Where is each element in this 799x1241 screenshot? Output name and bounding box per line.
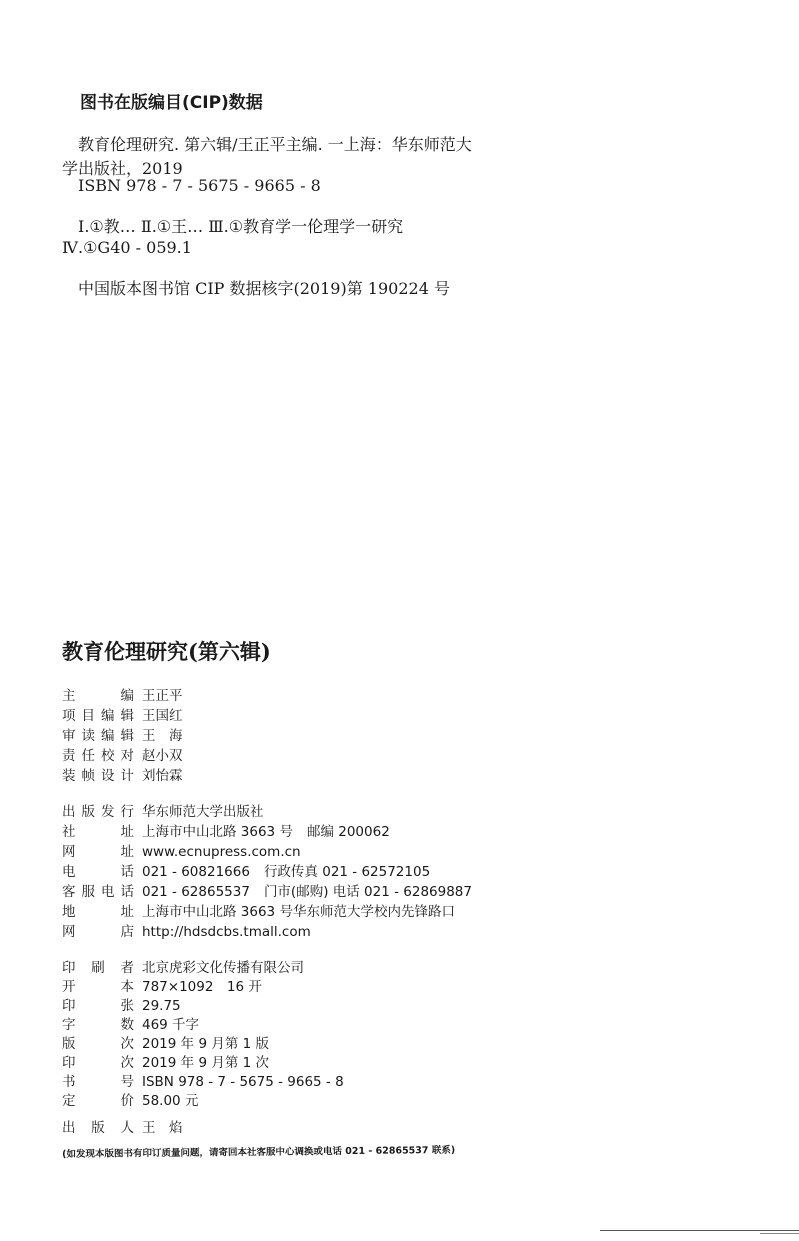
publisher-value: 上海市中山北路 3663 号 — [142, 824, 293, 840]
editor-value: 王正平 — [142, 688, 183, 704]
editor-row — [62, 704, 183, 724]
publisher-label: 客服电话 — [62, 884, 134, 900]
cip-line-6: 中国版本图书馆 CIP 数据核字(2019)第 190224 号 — [78, 279, 450, 298]
publisher-label: 电 话 — [62, 864, 134, 880]
editor-value: 王国红 — [142, 708, 183, 724]
print-label: 版 次 — [62, 1036, 134, 1052]
publisher-label: 地 址 — [62, 904, 134, 920]
book-title: 教育伦理研究(第六辑) — [62, 639, 271, 664]
publisher-label: 出版发行 — [62, 804, 134, 820]
editor-row — [62, 744, 183, 764]
cip-line-3: ISBN 978 - 7 - 5675 - 9665 - 8 — [78, 176, 321, 195]
publisher-extra: 行政传真 021 - 62572105 — [263, 864, 431, 880]
publisher-value: http://hdsdcbs.tmall.com — [142, 924, 311, 940]
print-row — [62, 1051, 269, 1071]
publisher-row — [62, 820, 390, 840]
cip-line-5: Ⅳ.①G40 - 059.1 — [62, 238, 192, 257]
print-label: 开 本 — [62, 979, 134, 995]
print-value: 2019 年 9 月第 1 次 — [142, 1055, 269, 1071]
print-row — [62, 1013, 199, 1033]
print-row — [62, 1070, 344, 1090]
publisher-row — [62, 900, 469, 920]
print-value: 469 千字 — [142, 1017, 200, 1033]
print-label: 印 张 — [62, 998, 134, 1014]
print-value: ISBN 978 - 7 - 5675 - 9665 - 8 — [142, 1074, 344, 1090]
cip-title: 图书在版编目(CIP)数据 — [80, 93, 263, 113]
print-row — [62, 975, 262, 995]
publisher-value: 华东师范大学出版社 — [142, 804, 264, 820]
publisher-label: 网 址 — [62, 844, 134, 860]
publisher-row — [62, 840, 315, 860]
editor-value: 赵小双 — [142, 748, 183, 764]
publisher-value: www.ecnupress.com.cn — [142, 844, 301, 860]
publisher-row — [62, 920, 325, 940]
editor-label: 责任校对 — [62, 748, 134, 764]
cip-line-2: 学出版社，2019 — [62, 159, 183, 178]
quality-footnote: (如发现本版图书有印订质量问题，请寄回本社客服中心调换或电话 021 - 62865537 联系) — [62, 1144, 456, 1160]
print-value: 58.00 元 — [142, 1093, 199, 1109]
print-label: 定 价 — [62, 1093, 134, 1109]
publisher-value: 上海市中山北路 3663 号华东师范大学校内先锋路口 — [142, 904, 455, 920]
editor-label: 项目编辑 — [62, 708, 134, 724]
print-row — [62, 1032, 269, 1052]
cip-line-4: Ⅰ.①教… Ⅱ.①王… Ⅲ.①教育学一伦理学一研究 — [78, 217, 404, 236]
editor-row — [62, 684, 183, 704]
print-value: 29.75 — [142, 998, 181, 1014]
editor-label: 审读编辑 — [62, 728, 134, 744]
publisher-extra: 门市(邮购) 电话 021 - 62869887 — [263, 884, 472, 900]
editor-value: 刘怡霖 — [142, 768, 183, 784]
print-row — [62, 994, 181, 1014]
print-row — [62, 1089, 198, 1109]
publisher-person-value: 王 焰 — [142, 1120, 183, 1136]
publisher-extra: 邮编 200062 — [306, 824, 390, 840]
bottom-edge-line-2 — [760, 1233, 799, 1234]
print-value: 北京虎彩文化传播有限公司 — [142, 960, 304, 976]
print-value: 2019 年 9 月第 1 版 — [142, 1036, 269, 1052]
print-value: 787×1092 16 开 — [142, 979, 262, 995]
publisher-row — [62, 860, 430, 880]
editor-value: 王 海 — [142, 728, 183, 744]
print-label: 书 号 — [62, 1074, 134, 1090]
print-label: 字 数 — [62, 1017, 134, 1033]
print-label: 印 刷 者 — [62, 960, 134, 976]
publisher-person-row — [62, 1116, 183, 1136]
print-label: 印 次 — [62, 1055, 134, 1071]
publisher-person-label: 出 版 人 — [62, 1120, 134, 1136]
publisher-value: 021 - 62865537 — [142, 884, 250, 900]
publisher-value: 021 - 60821666 — [142, 864, 250, 880]
editor-label: 主 编 — [62, 688, 134, 704]
bottom-edge-line — [600, 1230, 799, 1231]
editor-row — [62, 724, 183, 744]
publisher-row — [62, 880, 472, 900]
editor-label: 装帧设计 — [62, 768, 134, 784]
publisher-row — [62, 800, 278, 820]
editor-row — [62, 764, 183, 784]
publisher-label: 社 址 — [62, 824, 134, 840]
print-row — [62, 956, 304, 976]
cip-line-1: 教育伦理研究. 第六辑/王正平主编. 一上海：华东师范大 — [78, 135, 472, 154]
publisher-label: 网 店 — [62, 924, 134, 940]
